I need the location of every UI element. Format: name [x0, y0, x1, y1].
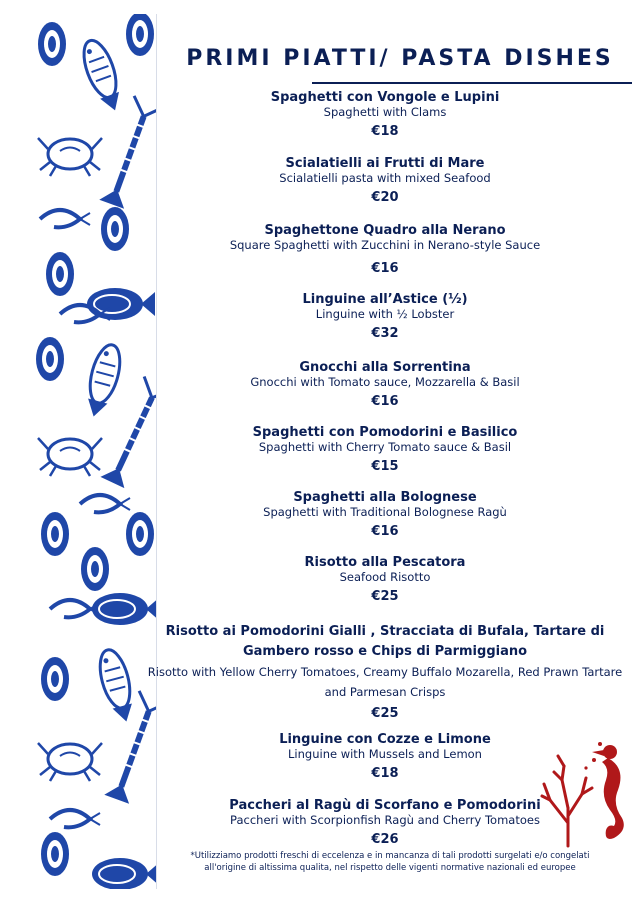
dish-name: Scialatielli ai Frutti di Mare — [285, 156, 485, 171]
dish-name: Paccheri al Ragù di Scorfano e Pomodorini — [229, 798, 541, 813]
dish-name: Spaghetti con Pomodorini e Basilico — [252, 425, 518, 440]
dish-name: Spaghetti con Vongole e Lupini — [270, 90, 500, 105]
dish-description: Spaghetti with Clams — [323, 105, 447, 119]
dish-name: Risotto ai Pomodorini Gialli , Stracciata di Bufala, Tartare di Gambero rosso e Chips di Parmiggiano — [165, 624, 605, 659]
footnote-line-2: all'origine di altissima qualita, nel rispetto delle vigenti normative nazionali ed europee — [204, 863, 576, 873]
dish-name: Spaghettone Quadro alla Nerano — [264, 223, 506, 238]
dish-description: Square Spaghetti with Zucchini in Nerano-style Sauce — [229, 238, 541, 252]
dish-item — [150, 90, 620, 140]
dish-description: Linguine with Mussels and Lemon — [288, 747, 482, 761]
page-title: PRIMI PIATTI/ PASTA DISHES — [186, 46, 614, 71]
dish-description: Spaghetti with Cherry Tomato sauce & Basil — [258, 440, 512, 454]
dish-description: Risotto with Yellow Cherry Tomatoes, Creamy Buffalo Mozarella, Red Prawn Tartare and Parmesan Crisps — [147, 665, 623, 699]
dish-item — [150, 490, 620, 540]
dish-price: €26 — [371, 832, 399, 847]
dish-price: €20 — [371, 190, 399, 205]
dish-price: €25 — [371, 589, 399, 604]
seafood-pattern-icon — [30, 14, 156, 889]
dish-description: Gnocchi with Tomato sauce, Mozzarella & Basil — [250, 375, 520, 389]
dish-price: €25 — [371, 706, 399, 721]
dish-price: €15 — [371, 459, 399, 474]
dish-price: €16 — [371, 524, 399, 539]
dish-name: Linguine con Cozze e Limone — [279, 732, 491, 747]
dish-description: Seafood Risotto — [339, 570, 431, 584]
dish-item — [140, 622, 630, 722]
dish-description: Scialatielli pasta with mixed Seafood — [279, 171, 491, 185]
dish-name: Gnocchi alla Sorrentina — [299, 360, 471, 375]
dish-name: Spaghetti alla Bolognese — [293, 490, 477, 505]
dish-name: Linguine all’Astice (½) — [302, 292, 468, 307]
dish-item — [150, 425, 620, 475]
dish-price: €18 — [371, 124, 399, 139]
dish-description: Spaghetti with Traditional Bolognese Ragù — [263, 505, 507, 519]
footnote-line-1: *Utilizziamo prodotti freschi di eccelenza e in mancanza di tali prodotti surgelati e/o congelati — [190, 851, 590, 861]
dish-name: Risotto alla Pescatora — [304, 555, 466, 570]
dish-item — [150, 555, 620, 605]
dish-item — [150, 223, 620, 277]
dish-price: €16 — [371, 394, 399, 409]
dish-description: Paccheri with Scorpionfish Ragù and Cherry Tomatoes — [230, 813, 540, 827]
footnote — [180, 850, 600, 874]
dish-item — [150, 156, 620, 206]
seafood-pattern-strip — [30, 14, 157, 889]
dish-item — [150, 292, 620, 342]
dish-price: €32 — [371, 326, 399, 341]
dish-price: €18 — [371, 766, 399, 781]
dish-description: Linguine with ½ Lobster — [315, 307, 455, 321]
dish-price: €16 — [371, 261, 399, 276]
seahorse-coral-icon — [538, 738, 638, 848]
title-underline — [312, 82, 632, 84]
dish-item — [150, 360, 620, 410]
